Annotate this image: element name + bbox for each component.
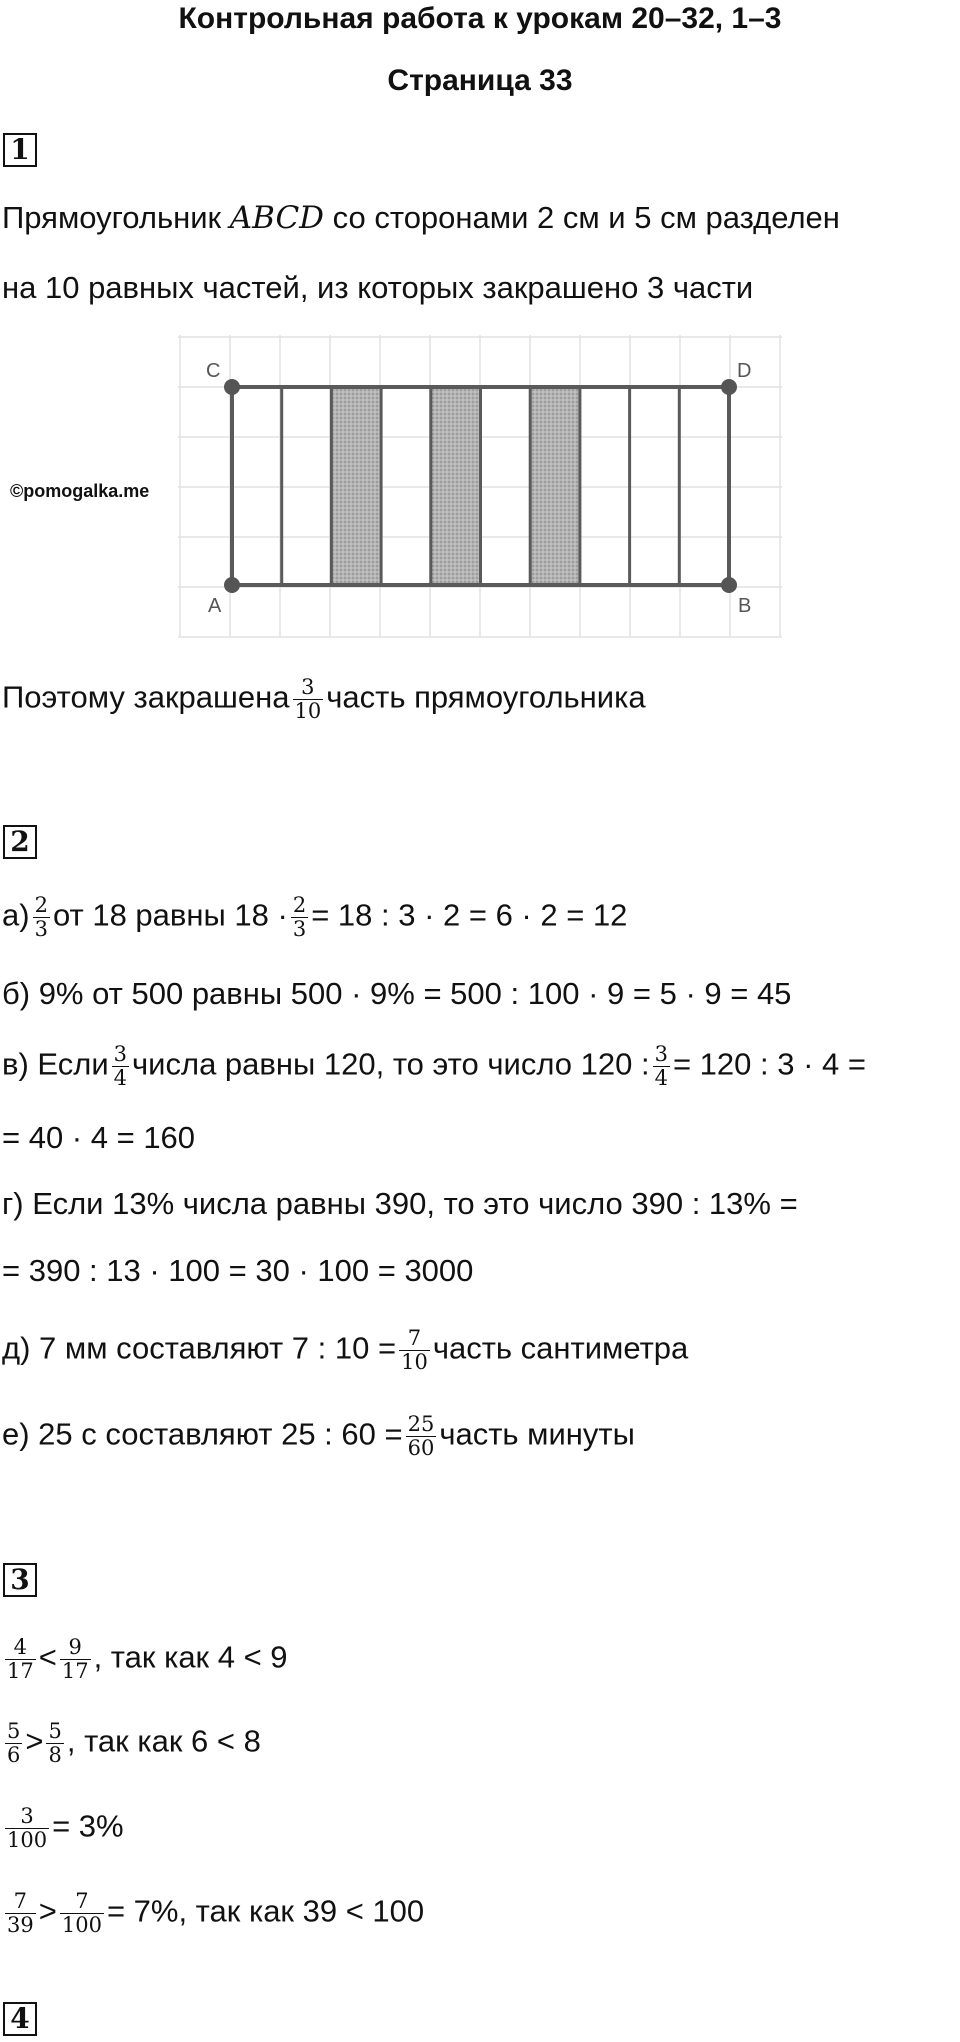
- vertex-b-point: [721, 577, 737, 593]
- shaded-part: [431, 387, 481, 585]
- task-number-1: 1: [3, 133, 37, 167]
- task1-line1-prefix: Прямоугольник: [2, 200, 230, 235]
- vertex-c-label: C: [206, 360, 221, 382]
- fraction: $\frac{2}{3}$: [292, 893, 307, 941]
- fraction: $\frac{3}{100}$: [7, 1804, 48, 1852]
- fraction: $\frac{5}{8}$: [48, 1719, 62, 1767]
- shaded-part: [331, 387, 381, 585]
- fraction: $\frac{7}{39}$: [7, 1889, 34, 1937]
- task1-result-prefix: Поэтому закрашена: [2, 679, 290, 715]
- fraction-3-10: $\frac{3}{10}$: [294, 675, 322, 723]
- page-title: Контрольная работа к урокам 20–32, 1–3: [178, 2, 782, 35]
- task1-line1: [2, 198, 840, 238]
- fraction: $\frac{7}{100}$: [61, 1889, 102, 1937]
- fraction: $\frac{5}{6}$: [7, 1719, 21, 1767]
- task2-item-d: д) 7 мм составляют 7 : 10 = $\frac{7}{10}$ часть сантиметра: [2, 1326, 689, 1374]
- task-number-4: 4: [3, 2002, 37, 2036]
- task1-result: [2, 676, 646, 723]
- task3-row-3: $\frac{3}{100}$ = 3%: [7, 1804, 124, 1852]
- task-number-2: 2: [3, 825, 37, 859]
- task1-result-suffix: часть прямоугольника: [326, 679, 646, 715]
- fraction: $\frac{9}{17}$: [61, 1635, 89, 1683]
- vertex-d-point: [721, 379, 737, 395]
- task2-item-v: в) Если $\frac{3}{4}$ числа равны 120, то это число 120 : $\frac{3}{4}$ = 120 : 3 · 4 =: [2, 1042, 866, 1090]
- task1-math-abcd: ABCD: [229, 200, 325, 236]
- shaded-part: [530, 387, 580, 585]
- rectangle-diagram: [0, 325, 960, 645]
- fraction: $\frac{3}{4}$: [654, 1042, 668, 1090]
- task1-line1-suffix: со сторонами 2 см и 5 см разделен: [324, 200, 840, 235]
- task3-row-4: $\frac{7}{39}$ > $\frac{7}{100}$ = 7%, так как 39 < 100: [7, 1889, 425, 1937]
- vertex-a-point: [224, 577, 240, 593]
- task2-item-v-cont: = 40 · 4 = 160: [2, 1120, 196, 1155]
- shaded-parts: [331, 387, 580, 585]
- page-subtitle: Страница 33: [387, 64, 573, 97]
- task3-row-1: $\frac{4}{17}$ < $\frac{9}{17}$ , так как 4 < 9: [7, 1635, 288, 1683]
- vertex-b-label: B: [738, 595, 752, 617]
- task2-item-g: г) Если 13% числа равны 390, то это число 390 : 13% =: [2, 1186, 798, 1221]
- task2-item-e: е) 25 с составляют 25 : 60 = $\frac{25}{60}$ часть минуты: [2, 1412, 635, 1460]
- watermark: ©pomogalka.me: [10, 481, 150, 501]
- task2-item-g-cont: = 390 : 13 · 100 = 30 · 100 = 3000: [2, 1253, 474, 1288]
- fraction: $\frac{25}{60}$: [407, 1412, 435, 1460]
- fraction: $\frac{3}{4}$: [113, 1042, 128, 1090]
- task2-item-b: б) 9% от 500 равны 500 · 9% = 500 : 100 · 9 = 5 · 9 = 45: [2, 976, 792, 1011]
- vertex-c-point: [224, 379, 240, 395]
- task1-line2: на 10 равных частей, из которых закрашено 3 части: [2, 270, 754, 305]
- vertex-a-label: A: [208, 595, 222, 617]
- task2-item-a: а) $\frac{2}{3}$ от 18 равны 18 · $\frac{2}{3}$ = 18 : 3 · 2 = 6 · 2 = 12: [2, 893, 628, 941]
- fraction: $\frac{2}{3}$: [34, 893, 48, 941]
- fraction: $\frac{4}{17}$: [7, 1635, 34, 1683]
- vertex-d-label: D: [737, 360, 752, 382]
- task-number-3: 3: [3, 1563, 37, 1597]
- task3-row-2: $\frac{5}{6}$ > $\frac{5}{8}$ , так как 6 < 8: [7, 1719, 261, 1767]
- fraction: $\frac{7}{10}$: [401, 1326, 428, 1374]
